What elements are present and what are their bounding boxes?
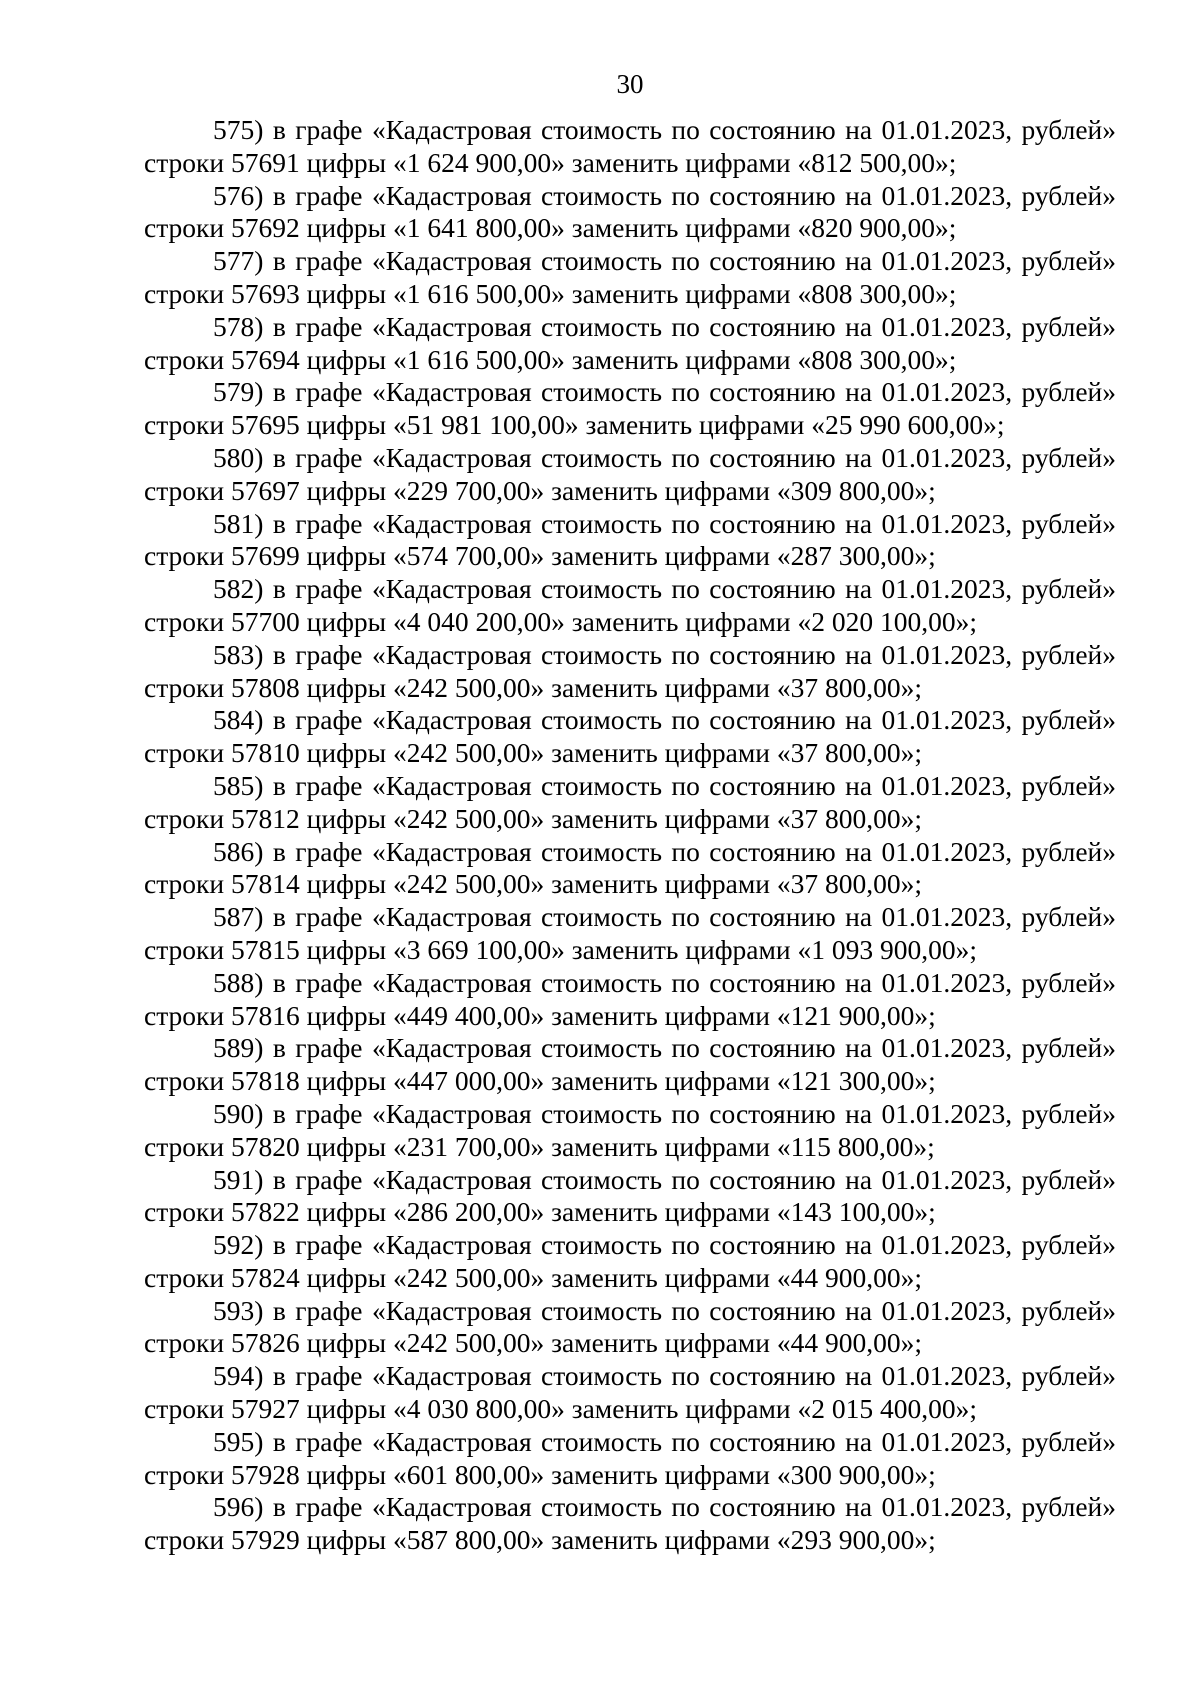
list-item: 596) в графе «Кадастровая стоимость по состоянию на 01.01.2023, рублей» строки 57929 цифры «587 800,00» заменить цифрами «293 900,00»;: [144, 1491, 1116, 1556]
list-item: 591) в графе «Кадастровая стоимость по состоянию на 01.01.2023, рублей» строки 57822 цифры «286 200,00» заменить цифрами «143 100,00»;: [144, 1163, 1116, 1228]
list-item: 586) в графе «Кадастровая стоимость по состоянию на 01.01.2023, рублей» строки 57814 цифры «242 500,00» заменить цифрами «37 800,00»;: [144, 835, 1116, 900]
list-item: 581) в графе «Кадастровая стоимость по состоянию на 01.01.2023, рублей» строки 57699 цифры «574 700,00» заменить цифрами «287 300,00»;: [144, 507, 1116, 572]
list-item: 576) в графе «Кадастровая стоимость по состоянию на 01.01.2023, рублей» строки 57692 цифры «1 641 800,00» заменить цифрами «820 900,00»;: [144, 179, 1116, 244]
list-item: 589) в графе «Кадастровая стоимость по состоянию на 01.01.2023, рублей» строки 57818 цифры «447 000,00» заменить цифрами «121 300,00»;: [144, 1032, 1116, 1097]
list-item: 590) в графе «Кадастровая стоимость по состоянию на 01.01.2023, рублей» строки 57820 цифры «231 700,00» заменить цифрами «115 800,00»;: [144, 1097, 1116, 1162]
list-item: 592) в графе «Кадастровая стоимость по состоянию на 01.01.2023, рублей» строки 57824 цифры «242 500,00» заменить цифрами «44 900,00»;: [144, 1229, 1116, 1293]
page-number: 30: [616, 69, 644, 99]
list-item: 575) в графе «Кадастровая стоимость по состоянию на 01.01.2023, рублей» строки 57691 цифры «1 624 900,00» заменить цифрами «812 500,00»;: [144, 114, 1116, 178]
list-item: 594) в графе «Кадастровая стоимость по состоянию на 01.01.2023, рублей» строки 57927 цифры «4 030 800,00» заменить цифрами «2 015 400,00»;: [144, 1360, 1116, 1425]
list-item: 584) в графе «Кадастровая стоимость по состоянию на 01.01.2023, рублей» строки 57810 цифры «242 500,00» заменить цифрами «37 800,00»;: [144, 704, 1116, 769]
list-item: 593) в графе «Кадастровая стоимость по состоянию на 01.01.2023, рублей» строки 57826 цифры «242 500,00» заменить цифрами «44 900,00»;: [144, 1294, 1116, 1359]
list-item: 595) в графе «Кадастровая стоимость по состоянию на 01.01.2023, рублей» строки 57928 цифры «601 800,00» заменить цифрами «300 900,00»;: [144, 1425, 1116, 1490]
list-item: 587) в графе «Кадастровая стоимость по состоянию на 01.01.2023, рублей» строки 57815 цифры «3 669 100,00» заменить цифрами «1 093 900,00»;: [144, 901, 1116, 965]
amendment-list: [144, 114, 1116, 1557]
list-item: 588) в графе «Кадастровая стоимость по состоянию на 01.01.2023, рублей» строки 57816 цифры «449 400,00» заменить цифрами «121 900,00»;: [144, 966, 1116, 1031]
list-item: 583) в графе «Кадастровая стоимость по состоянию на 01.01.2023, рублей» строки 57808 цифры «242 500,00» заменить цифрами «37 800,00»;: [144, 638, 1116, 703]
list-item: 580) в графе «Кадастровая стоимость по состоянию на 01.01.2023, рублей» строки 57697 цифры «229 700,00» заменить цифрами «309 800,00»;: [144, 441, 1116, 506]
list-item: 585) в графе «Кадастровая стоимость по состоянию на 01.01.2023, рублей» строки 57812 цифры «242 500,00» заменить цифрами «37 800,00»;: [144, 769, 1116, 834]
list-item: 577) в графе «Кадастровая стоимость по состоянию на 01.01.2023, рублей» строки 57693 цифры «1 616 500,00» заменить цифрами «808 300,00»;: [144, 245, 1116, 309]
list-item: 582) в графе «Кадастровая стоимость по состоянию на 01.01.2023, рублей» строки 57700 цифры «4 040 200,00» заменить цифрами «2 020 100,00»;: [144, 573, 1116, 637]
list-item: 579) в графе «Кадастровая стоимость по состоянию на 01.01.2023, рублей» строки 57695 цифры «51 981 100,00» заменить цифрами «25 990 600,00»;: [144, 376, 1116, 441]
list-item: 578) в графе «Кадастровая стоимость по состоянию на 01.01.2023, рублей» строки 57694 цифры «1 616 500,00» заменить цифрами «808 300,00»;: [144, 310, 1116, 375]
